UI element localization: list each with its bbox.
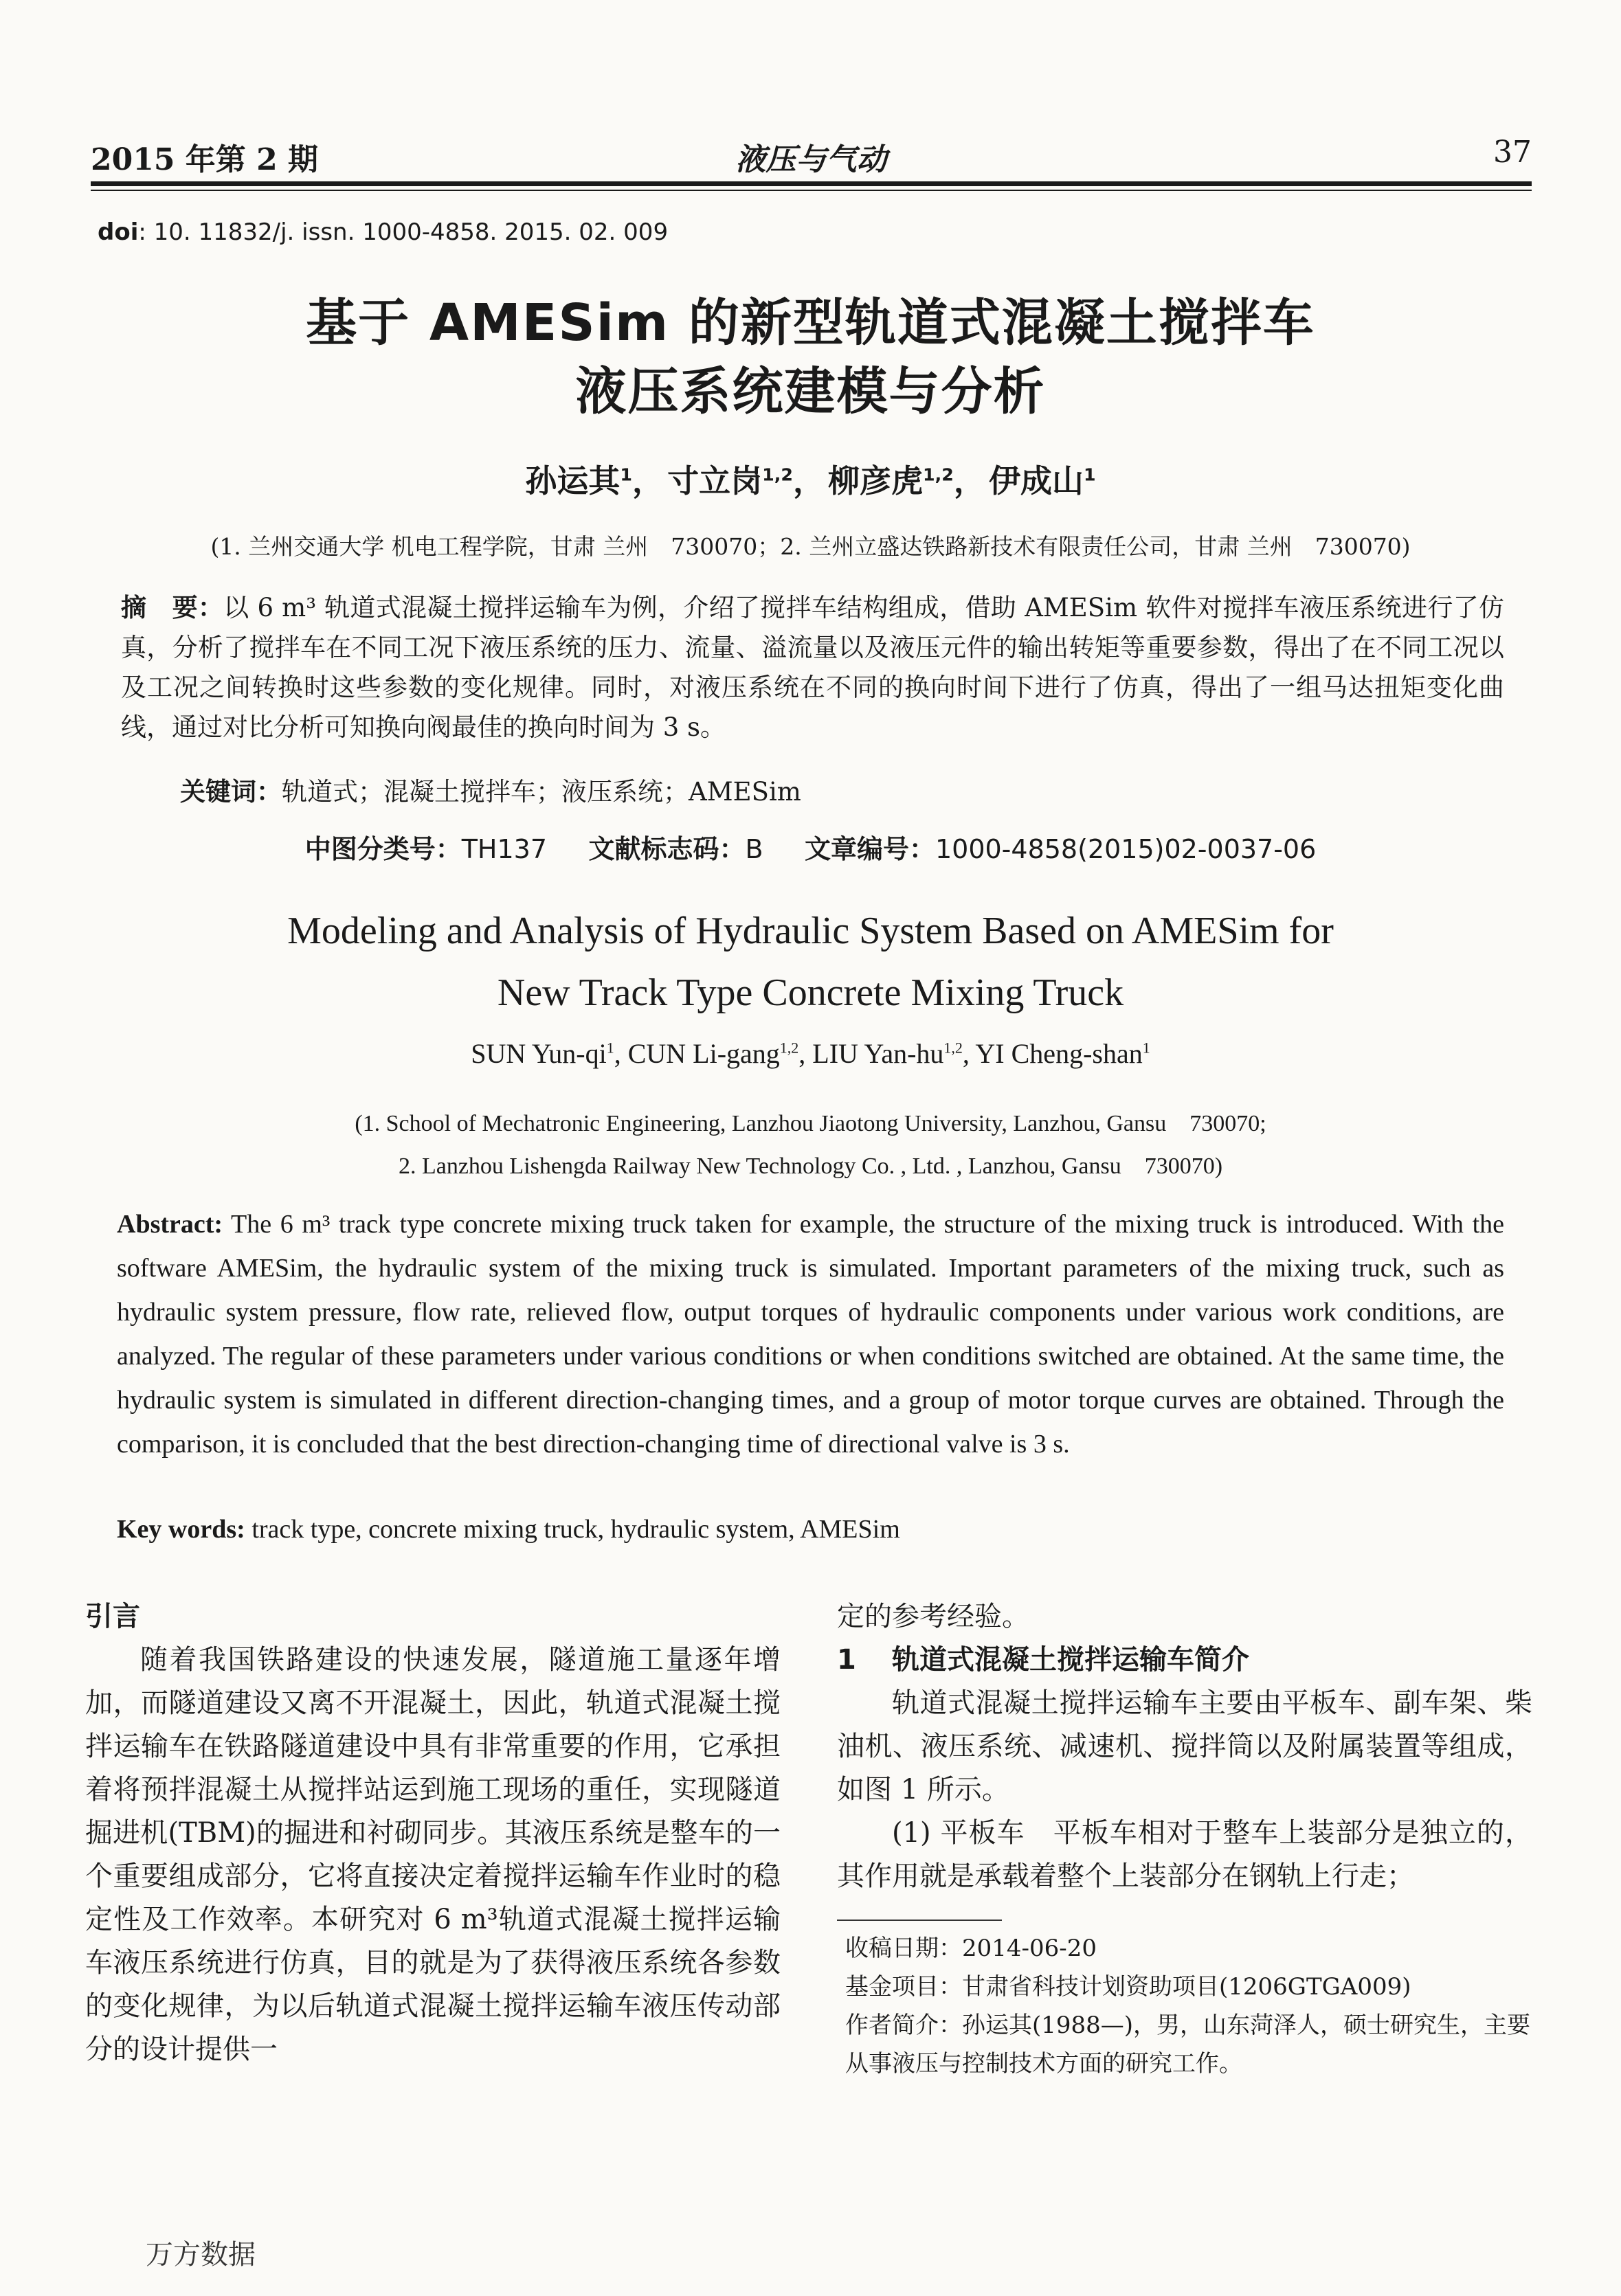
- doi-line: [98, 218, 668, 246]
- affiliation-cn: (1. 兰州交通大学 机电工程学院，甘肃 兰州 730070；2. 兰州立盛达铁路新技术有限责任公司，甘肃 兰州 730070): [210, 533, 1411, 560]
- doi-label: doi: [98, 218, 139, 246]
- intro-heading: 引言: [85, 1601, 140, 1632]
- abstract-cn: [121, 588, 1504, 747]
- footnotes: [845, 1929, 1532, 2083]
- title-en-line2: New Track Type Concrete Mixing Truck: [497, 971, 1124, 1014]
- authors-en: [89, 1037, 1532, 1070]
- keywords-cn-text: 轨道式；混凝土搅拌车；液压系统；AMESim: [282, 777, 801, 807]
- intro-paragraph: 随着我国铁路建设的快速发展，隧道施工量逐年增加，而隧道建设又离不开混凝土，因此，轨道式混凝土搅拌运输车在铁路隧道建设中具有非常重要的作用，它承担着将预拌混凝土从搅拌站运到施工现场的重任，实现隧道掘进机(TBM)的掘进和衬砌同步。其液压系统是整车的一个重要组成部分，它将直接决定着搅拌运输车作业时的稳定性及工作效率。本研究对 6 m³轨道式混凝土搅拌运输车液压系统进行仿真，目的就是为了获得液压系统各参数的变化规律，为以后轨道式混凝土搅拌运输车液压传动部分的设计提供一: [85, 1644, 781, 2065]
- abstract-en: [117, 1202, 1504, 1466]
- body-right-column: [837, 1595, 1532, 1898]
- author-en-1: SUN Yun-$qi^1$,: [471, 1038, 628, 1069]
- title-cn: [89, 289, 1532, 426]
- doc-code-label: 文献标志码：: [588, 834, 746, 864]
- clc-label: 中图分类号：: [304, 834, 462, 864]
- author-cn-1: 孙运其$^1$，: [525, 462, 664, 499]
- section-1-item-1: (1) 平板车 平板车相对于整车上装部分是独立的，其作用就是承载着整个上装部分在钢轨上行走；: [837, 1817, 1532, 1892]
- header-rule-thin: [91, 190, 1532, 191]
- article-no-label: 文章编号：: [804, 834, 935, 864]
- keywords-cn-label: 关键词：: [180, 777, 282, 807]
- abstract-cn-label: 摘 要：: [121, 593, 224, 622]
- author-cn-2: 寸立岗$^{1,2}$，: [667, 462, 825, 499]
- wanfang-watermark: 万方数据: [146, 2239, 256, 2271]
- footnote-divider: [837, 1920, 1002, 1921]
- authors-cn: [89, 456, 1532, 502]
- keywords-cn: [180, 771, 801, 808]
- doc-code-value: B: [745, 834, 763, 864]
- author-cn-3: 柳彦虎$^{1,2}$，: [828, 462, 985, 499]
- doi-value: : 10. 11832/j. issn. 1000-4858. 2015. 02. 009: [138, 218, 669, 246]
- issue-label: 2015 年第 2 期: [91, 142, 319, 177]
- body-left-column: [85, 1595, 781, 2071]
- section-1-number: 1: [837, 1644, 856, 1676]
- article-no-value: 1000-4858(2015)02-0037-06: [935, 834, 1317, 864]
- keywords-en-text: track type, concrete mixing truck, hydraulic system, AMESim: [245, 1515, 900, 1544]
- journal-name: 液压与气动: [735, 142, 887, 177]
- title-en-line1: Modeling and Analysis of Hydraulic System Based on AMESim for: [287, 910, 1334, 952]
- abstract-en-label: Abstract:: [117, 1210, 223, 1239]
- footnote-bio: 作者简介：孙运其(1988—)，男，山东菏泽人，硕士研究生，主要从事液压与控制技术方面的研究工作。: [845, 2012, 1531, 2078]
- header-rule-thick: [91, 181, 1532, 186]
- page-number: 37: [1493, 135, 1532, 170]
- section-1-title: 轨道式混凝土搅拌运输车简介: [892, 1644, 1249, 1676]
- author-en-3: LIU Yan-hu$^{1,2}$,: [812, 1038, 976, 1069]
- keywords-en: [117, 1514, 900, 1544]
- section-1-heading: [837, 1639, 1532, 1682]
- abstract-cn-text: 以 6 m³ 轨道式混凝土搅拌运输车为例，介绍了搅拌车结构组成，借助 AMESim 软件对搅拌车液压系统进行了仿真，分析了搅拌车在不同工况下液压系统的压力、流量、溢流量以及液压元件的输出转矩等重要参数，得出了在不同工况以及工况之间转换时这些参数的变化规律。同时，对液压系统在不同的换向时间下进行了仿真，得出了一组马达扭矩变化曲线，通过对比分析可知换向阀最佳的换向时间为 3 s。: [121, 593, 1504, 742]
- classification-line: [89, 828, 1532, 866]
- section-1-paragraph: 轨道式混凝土搅拌运输车主要由平板车、副车架、柴油机、液压系统、减速机、搅拌筒以及附属装置等组成，如图 1 所示。: [837, 1687, 1532, 1805]
- clc-value: TH137: [461, 834, 548, 864]
- affiliation-en-line1: (1. School of Mechatronic Engineering, Lanzhou Jiaotong University, Lanzhou, Gansu 730070;: [355, 1111, 1266, 1136]
- title-cn-line1: 基于 AMESim 的新型轨道式混凝土搅拌车: [306, 293, 1315, 352]
- affiliation-en-line2: 2. Lanzhou Lishengda Railway New Technology Co. , Ltd. , Lanzhou, Gansu 730070): [398, 1153, 1223, 1179]
- author-en-2: CUN Li-gang$^{1,2}$,: [627, 1038, 813, 1069]
- footnote-received: 收稿日期：2014-06-20: [845, 1935, 1097, 1962]
- abstract-en-text: The 6 m³ track type concrete mixing truck taken for example, the structure of the mixing truck is introduced. With the software AMESim, the hydraulic system of the mixing truck is simulated. Important parameters of the mixing truck, such as hydraulic system pressure, flow rate, relieved flow, output torques of hydraulic components under various work conditions, are analyzed. The regular of these parameters under various conditions or when conditions switched are obtained. At the same time, the hydraulic system is simulated in different direction-changing times, and a group of motor torque curves are obtained. Through the comparison, it is concluded that the best direction-changing time of directional valve is 3 s.: [117, 1210, 1504, 1459]
- affiliation-en: [89, 1103, 1532, 1188]
- intro-continuation: 定的参考经验。: [837, 1601, 1029, 1632]
- keywords-en-label: Key words:: [117, 1515, 245, 1544]
- title-en: [89, 900, 1532, 1024]
- footnote-fund: 基金项目：甘肃省科技计划资助项目(1206GTGA009): [845, 1973, 1411, 2001]
- title-cn-line2: 液压系统建模与分析: [575, 362, 1046, 421]
- running-header: [91, 135, 1532, 176]
- author-en-4: YI Cheng-shan$^1$: [975, 1038, 1150, 1069]
- author-cn-4: 伊成山$^1$: [988, 462, 1096, 499]
